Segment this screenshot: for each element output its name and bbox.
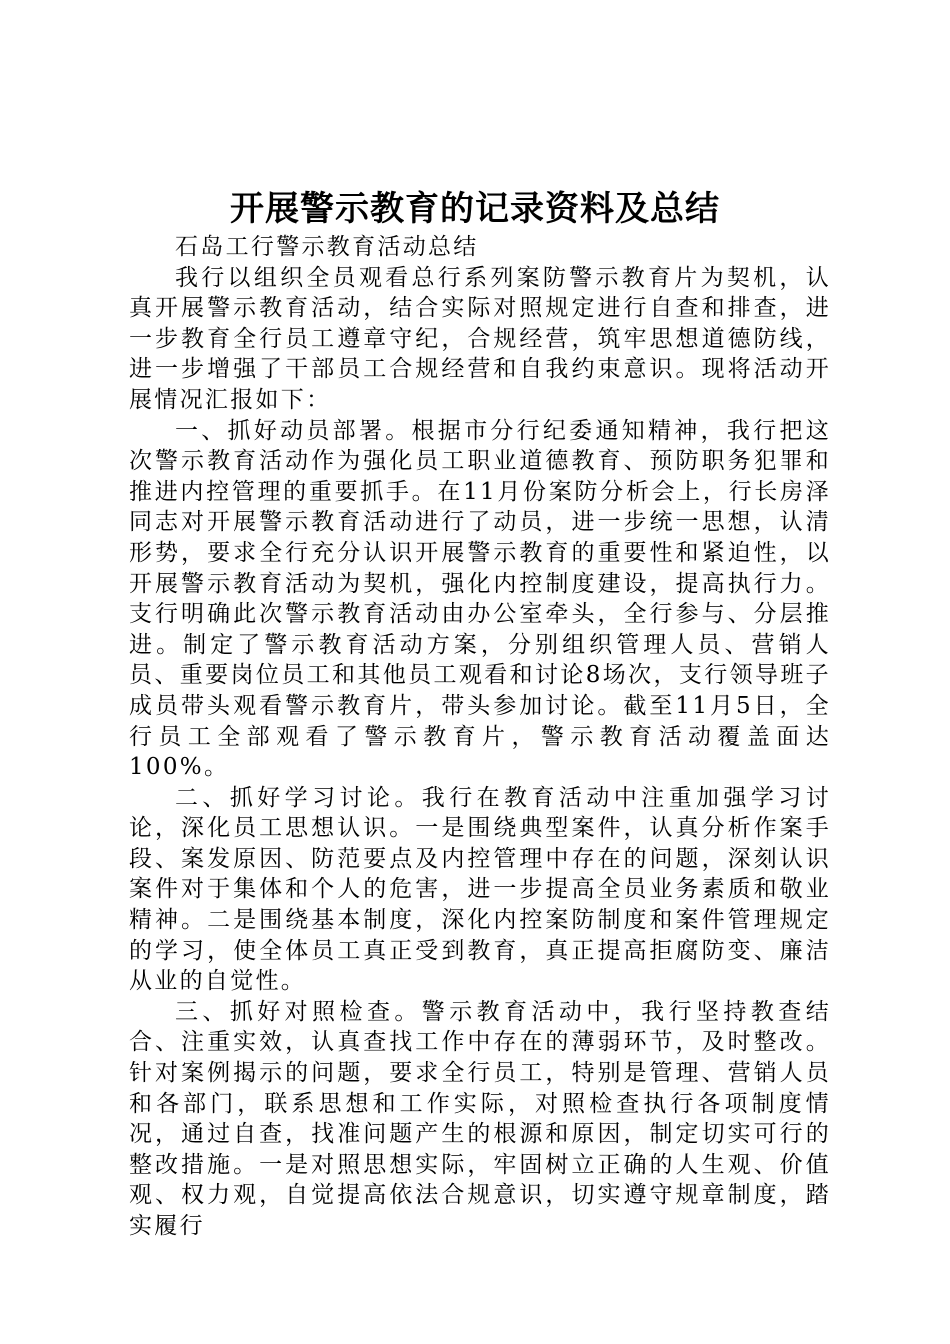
paragraph-section-3: 三、抓好对照检查。警示教育活动中，我行坚持教查结合、注重实效，认真查找工作中存在的薄弱环节，及时整改。针对案例揭示的问题，要求全行员工，特别是管理、营销人员和各部门，联系思想和工作实际，对照检查执行各项制度情况，通过自查，找准问题产生的根源和原因，制定切实可行的整改措施。一是对照思想实际，牢固树立正确的人生观、价值观、权力观，自觉提高依法合规意识，切实遵守规章制度，踏实履行 xyxy=(129,998,831,1239)
paragraph-intro: 我行以组织全员观看总行系列案防警示教育片为契机，认真开展警示教育活动，结合实际对照规定进行自查和排查，进一步教育全行员工遵章守纪，合规经营，筑牢思想道德防线，进一步增强了干部员工合规经营和自我约束意识。现将活动开展情况汇报如下： xyxy=(129,264,831,413)
paragraph-section-2: 二、抓好学习讨论。我行在教育活动中注重加强学习讨论，深化员工思想认识。一是围绕典型案件，认真分析作案手段、案发原因、防范要点及内控管理中存在的问题，深刻认识案件对于集体和个人的危害，进一步提高全员业务素质和敬业精神。二是围绕基本制度，深化内控案防制度和案件管理规定的学习，使全体员工真正受到教育，真正提高拒腐防变、廉洁从业的自觉性。 xyxy=(129,784,831,995)
subtitle: 石岛工行警示教育活动总结 xyxy=(175,234,479,260)
document-body xyxy=(129,232,831,1242)
paragraph-section-1: 一、抓好动员部署。根据市分行纪委通知精神，我行把这次警示教育活动作为强化员工职业道德教育、预防职务犯罪和推进内控管理的重要抓手。在11月份案防分析会上，行长房泽同志对开展警示教育活动进行了动员，进一步统一思想，认清形势，要求全行充分认识开展警示教育的重要性和紧迫性，以开展警示教育活动为契机，强化内控制度建设，提高执行力。支行明确此次警示教育活动由办公室牵头，全行参与、分层推进。制定了警示教育活动方案，分别组织管理人员、营销人员、重要岗位员工和其他员工观看和讨论8场次，支行领导班子成员带头观看警示教育片，带头参加讨论。截至11月5日，全行员工全部观看了警示教育片，警示教育活动覆盖面达100%。 xyxy=(129,417,831,781)
document-title: 开展警示教育的记录资料及总结 xyxy=(230,189,720,229)
